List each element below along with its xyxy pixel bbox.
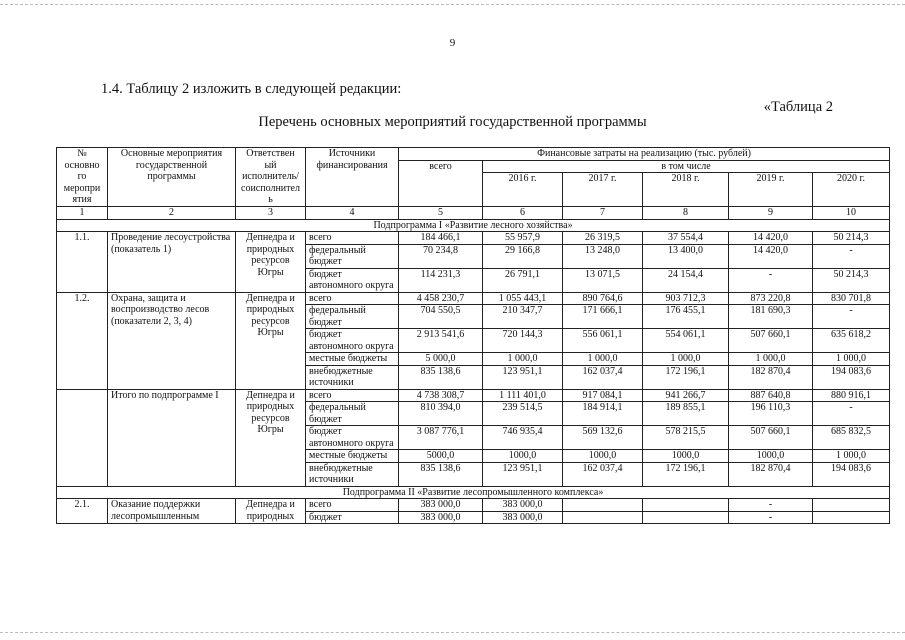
cost-value: 184 466,1	[399, 232, 483, 245]
cost-value: 13 248,0	[563, 244, 643, 268]
cost-value: 70 234,8	[399, 244, 483, 268]
cost-value: 5000,0	[399, 450, 483, 463]
header-responsible: Ответствен ый исполнитель/ соисполнител ь	[236, 148, 306, 207]
cost-value: -	[813, 244, 890, 268]
cost-value: 1 000,0	[483, 353, 563, 366]
event-name: Итого по подпрограмме I	[108, 389, 236, 486]
cost-value: 835 138,6	[399, 365, 483, 389]
column-number: 9	[729, 207, 813, 220]
table-row	[57, 232, 890, 245]
cost-value: 172 196,1	[643, 462, 729, 486]
cost-value: 182 870,4	[729, 365, 813, 389]
cost-value	[563, 511, 643, 524]
cost-value: 704 550,5	[399, 305, 483, 329]
funding-source: бюджет автономного округа	[306, 426, 399, 450]
event-number: 1.1.	[57, 232, 108, 293]
cost-value: 2 913 541,6	[399, 329, 483, 353]
cost-value: -	[813, 402, 890, 426]
funding-source: бюджет автономного округа	[306, 329, 399, 353]
cost-value: 578 215,5	[643, 426, 729, 450]
cost-value: 176 455,1	[643, 305, 729, 329]
cost-value: 383 000,0	[399, 499, 483, 512]
event-number: 1.2.	[57, 292, 108, 389]
cost-value: 890 764,6	[563, 292, 643, 305]
cost-value: 1000,0	[729, 450, 813, 463]
header-including: в том числе	[483, 160, 890, 173]
cost-value: 1 111 401,0	[483, 389, 563, 402]
cost-value: 1000,0	[643, 450, 729, 463]
cost-value: 1 000,0	[729, 353, 813, 366]
cost-value: 5 000,0	[399, 353, 483, 366]
funding-source: всего	[306, 499, 399, 512]
cost-value: 162 037,4	[563, 365, 643, 389]
cost-value: 1000,0	[483, 450, 563, 463]
header-num: № основно го меропри ятия	[57, 148, 108, 207]
cost-value: 26 319,5	[563, 232, 643, 245]
funding-source: федеральный бюджет	[306, 244, 399, 268]
column-number: 3	[236, 207, 306, 220]
event-number	[57, 389, 108, 486]
cost-value: 746 935,4	[483, 426, 563, 450]
event-name: Охрана, защита и воспроизводство лесов (показатели 2, 3, 4)	[108, 292, 236, 389]
cost-value: 1 000,0	[813, 353, 890, 366]
cost-value: 3 087 776,1	[399, 426, 483, 450]
table-row	[57, 292, 890, 305]
cost-value: 810 394,0	[399, 402, 483, 426]
cost-value: 830 701,8	[813, 292, 890, 305]
column-number: 7	[563, 207, 643, 220]
header-year: 2020 г.	[813, 173, 890, 207]
event-responsible: Депнедра и природных ресурсов Югры	[236, 292, 306, 389]
funding-source: всего	[306, 232, 399, 245]
cost-value: -	[729, 511, 813, 524]
cost-value: 123 951,1	[483, 462, 563, 486]
column-number: 6	[483, 207, 563, 220]
cost-value: 37 554,4	[643, 232, 729, 245]
cost-value: 14 420,0	[729, 244, 813, 268]
funding-source: внебюджетные источники	[306, 365, 399, 389]
cost-value: 4 458 230,7	[399, 292, 483, 305]
cost-value	[813, 511, 890, 524]
header-events: Основные мероприятия государственной программы	[108, 148, 236, 207]
cost-value: 720 144,3	[483, 329, 563, 353]
cost-value: 189 855,1	[643, 402, 729, 426]
cost-value: 554 061,1	[643, 329, 729, 353]
funding-source: бюджет	[306, 511, 399, 524]
column-number: 10	[813, 207, 890, 220]
event-name: Оказание поддержки лесопромышленным	[108, 499, 236, 524]
column-number-row	[57, 207, 890, 220]
cost-value: 835 138,6	[399, 462, 483, 486]
page-number: 9	[449, 37, 456, 49]
cost-value: -	[729, 499, 813, 512]
table-row	[57, 389, 890, 402]
event-responsible: Депнедра и природных ресурсов Югры	[236, 232, 306, 293]
cost-value	[643, 499, 729, 512]
cost-value: 1 000,0	[813, 450, 890, 463]
cost-value: -	[813, 305, 890, 329]
funding-source: местные бюджеты	[306, 353, 399, 366]
program-events-table	[56, 147, 890, 524]
cost-value	[563, 499, 643, 512]
event-responsible: Депнедра и природных ресурсов Югры	[236, 389, 306, 486]
event-number: 2.1.	[57, 499, 108, 524]
cost-value: 55 957,9	[483, 232, 563, 245]
cost-value: 171 666,1	[563, 305, 643, 329]
cost-value: 50 214,3	[813, 232, 890, 245]
header-year: 2016 г.	[483, 173, 563, 207]
event-responsible: Депнедра и природных	[236, 499, 306, 524]
header-total: всего	[399, 160, 483, 207]
header-sources: Источники финансирования	[306, 148, 399, 207]
cost-value	[643, 511, 729, 524]
column-number: 8	[643, 207, 729, 220]
cost-value: 13 400,0	[643, 244, 729, 268]
funding-source: всего	[306, 389, 399, 402]
cost-value: 123 951,1	[483, 365, 563, 389]
cost-value: 181 690,3	[729, 305, 813, 329]
cost-value: 210 347,7	[483, 305, 563, 329]
subprogram-title: Подпрограмма I «Развитие лесного хозяйства»	[57, 219, 890, 232]
cost-value: 383 000,0	[483, 499, 563, 512]
funding-source: федеральный бюджет	[306, 305, 399, 329]
cost-value: 172 196,1	[643, 365, 729, 389]
subprogram-title: Подпрограмма II «Развитие лесопромышленного комплекса»	[57, 486, 890, 499]
cost-value: 556 061,1	[563, 329, 643, 353]
cost-value: 29 166,8	[483, 244, 563, 268]
cost-value: 26 791,1	[483, 268, 563, 292]
cost-value: 194 083,6	[813, 365, 890, 389]
header-year: 2018 г.	[643, 173, 729, 207]
cost-value: 1 000,0	[643, 353, 729, 366]
header-costs: Финансовые затраты на реализацию (тыс. рублей)	[399, 148, 890, 161]
column-number: 5	[399, 207, 483, 220]
header-year: 2019 г.	[729, 173, 813, 207]
cost-value: 114 231,3	[399, 268, 483, 292]
column-number: 4	[306, 207, 399, 220]
table-row	[57, 499, 890, 512]
funding-source: федеральный бюджет	[306, 402, 399, 426]
cost-value: 383 000,0	[483, 511, 563, 524]
cost-value: 14 420,0	[729, 232, 813, 245]
cost-value: 873 220,8	[729, 292, 813, 305]
cost-value: 507 660,1	[729, 426, 813, 450]
cost-value: 13 071,5	[563, 268, 643, 292]
cost-value: 880 916,1	[813, 389, 890, 402]
funding-source: местные бюджеты	[306, 450, 399, 463]
cost-value: 635 618,2	[813, 329, 890, 353]
cost-value: 941 266,7	[643, 389, 729, 402]
column-number: 1	[57, 207, 108, 220]
subprogram-row	[57, 219, 890, 232]
cost-value: 1 000,0	[563, 353, 643, 366]
funding-source: бюджет автономного округа	[306, 268, 399, 292]
top-scan-border	[0, 4, 905, 5]
column-number: 2	[108, 207, 236, 220]
cost-value: 24 154,4	[643, 268, 729, 292]
cost-value: 685 832,5	[813, 426, 890, 450]
cost-value: 887 640,8	[729, 389, 813, 402]
cost-value	[813, 499, 890, 512]
cost-value: 903 712,3	[643, 292, 729, 305]
cost-value: 917 084,1	[563, 389, 643, 402]
cost-value: -	[729, 268, 813, 292]
cost-value: 184 914,1	[563, 402, 643, 426]
cost-value: 194 083,6	[813, 462, 890, 486]
funding-source: внебюджетные источники	[306, 462, 399, 486]
cost-value: 383 000,0	[399, 511, 483, 524]
cost-value: 4 738 308,7	[399, 389, 483, 402]
cost-value: 1 055 443,1	[483, 292, 563, 305]
cost-value: 50 214,3	[813, 268, 890, 292]
header-year: 2017 г.	[563, 173, 643, 207]
cost-value: 507 660,1	[729, 329, 813, 353]
cost-value: 239 514,5	[483, 402, 563, 426]
table-title: Перечень основных мероприятий государственной программы	[258, 114, 647, 130]
table-label: «Таблица 2	[763, 99, 833, 115]
event-name: Проведение лесоустройства (показатель 1)	[108, 232, 236, 293]
cost-value: 182 870,4	[729, 462, 813, 486]
cost-value: 196 110,3	[729, 402, 813, 426]
funding-source: всего	[306, 292, 399, 305]
subprogram-row	[57, 486, 890, 499]
cost-value: 569 132,6	[563, 426, 643, 450]
bottom-scan-border	[0, 632, 905, 633]
cost-value: 162 037,4	[563, 462, 643, 486]
section-heading: 1.4. Таблицу 2 изложить в следующей редакции:	[101, 81, 402, 97]
cost-value: 1000,0	[563, 450, 643, 463]
